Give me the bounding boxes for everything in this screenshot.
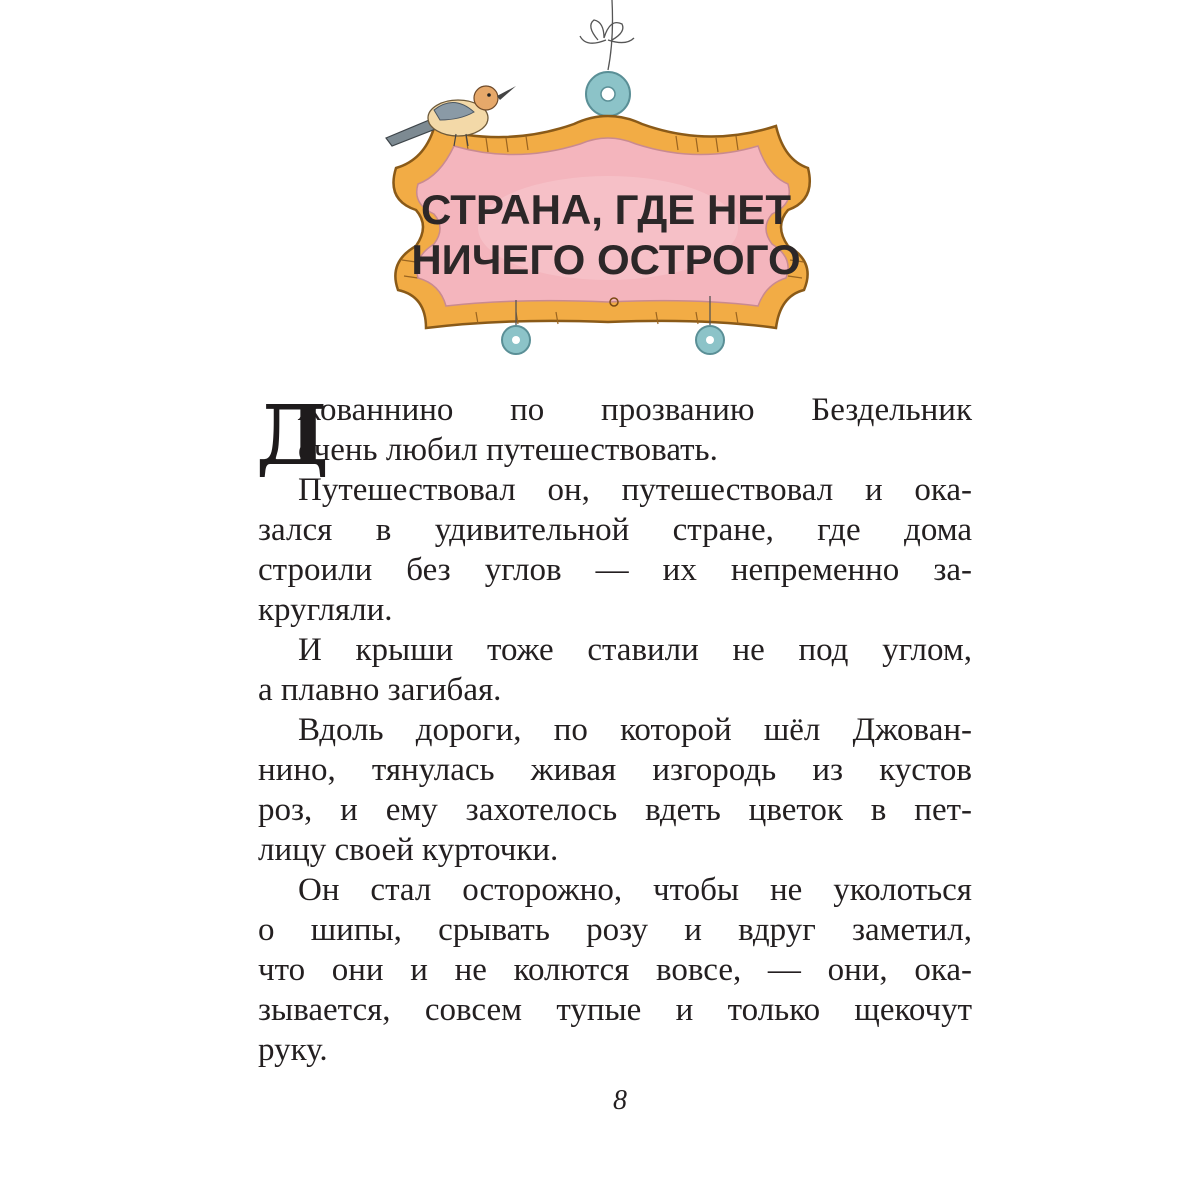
paragraph: [258, 710, 972, 870]
paragraph: [258, 630, 972, 710]
text-line: очень любил путешествовать.: [298, 432, 718, 468]
paragraph: [258, 870, 972, 1070]
text-line: кругляли.: [258, 592, 393, 628]
text-line: а плавно загибая.: [258, 672, 502, 708]
text-line: И крыши тоже ставили не под углом,: [298, 632, 972, 668]
hanging-ring-icon: [586, 72, 630, 116]
text-line: руку.: [258, 1032, 328, 1068]
text-line: зался в удивительной стране, где дома: [258, 512, 972, 548]
text-line: о шипы, срывать розу и вдруг заметил,: [258, 912, 972, 948]
story-text: [258, 390, 972, 1070]
text-line: Путешествовал он, путешествовал и ока-: [298, 472, 972, 508]
page-number: 8: [613, 1085, 627, 1116]
text-line: что они и не колются вовсе, — они, ока-: [258, 952, 972, 988]
hanging-strings: [580, 0, 634, 70]
text-line: строили без углов — их непременно за-: [258, 552, 972, 588]
drop-cap: Д: [256, 388, 329, 484]
text-line: лицу своей курточки.: [258, 832, 559, 868]
text-line: нино, тянулась живая изгородь из кустов: [258, 752, 972, 788]
text-line: Вдоль дороги, по которой шёл Джован-: [298, 712, 972, 748]
text-line: зывается, совсем тупые и только щекочут: [258, 992, 972, 1028]
text-line: роз, и ему захотелось вдеть цветок в пет-: [258, 792, 972, 828]
text-line: жованнино по прозванию Бездельник: [298, 392, 972, 428]
chapter-title-line-1: СТРАНА, ГДЕ НЕТ: [421, 186, 791, 233]
text-line: Он стал осторожно, чтобы не уколоться: [298, 872, 972, 908]
chapter-title-line-2: НИЧЕГО ОСТРОГО: [411, 236, 801, 283]
paragraph: [258, 470, 972, 630]
chapter-sign-illustration: [376, 0, 830, 370]
paragraph: [256, 388, 972, 484]
